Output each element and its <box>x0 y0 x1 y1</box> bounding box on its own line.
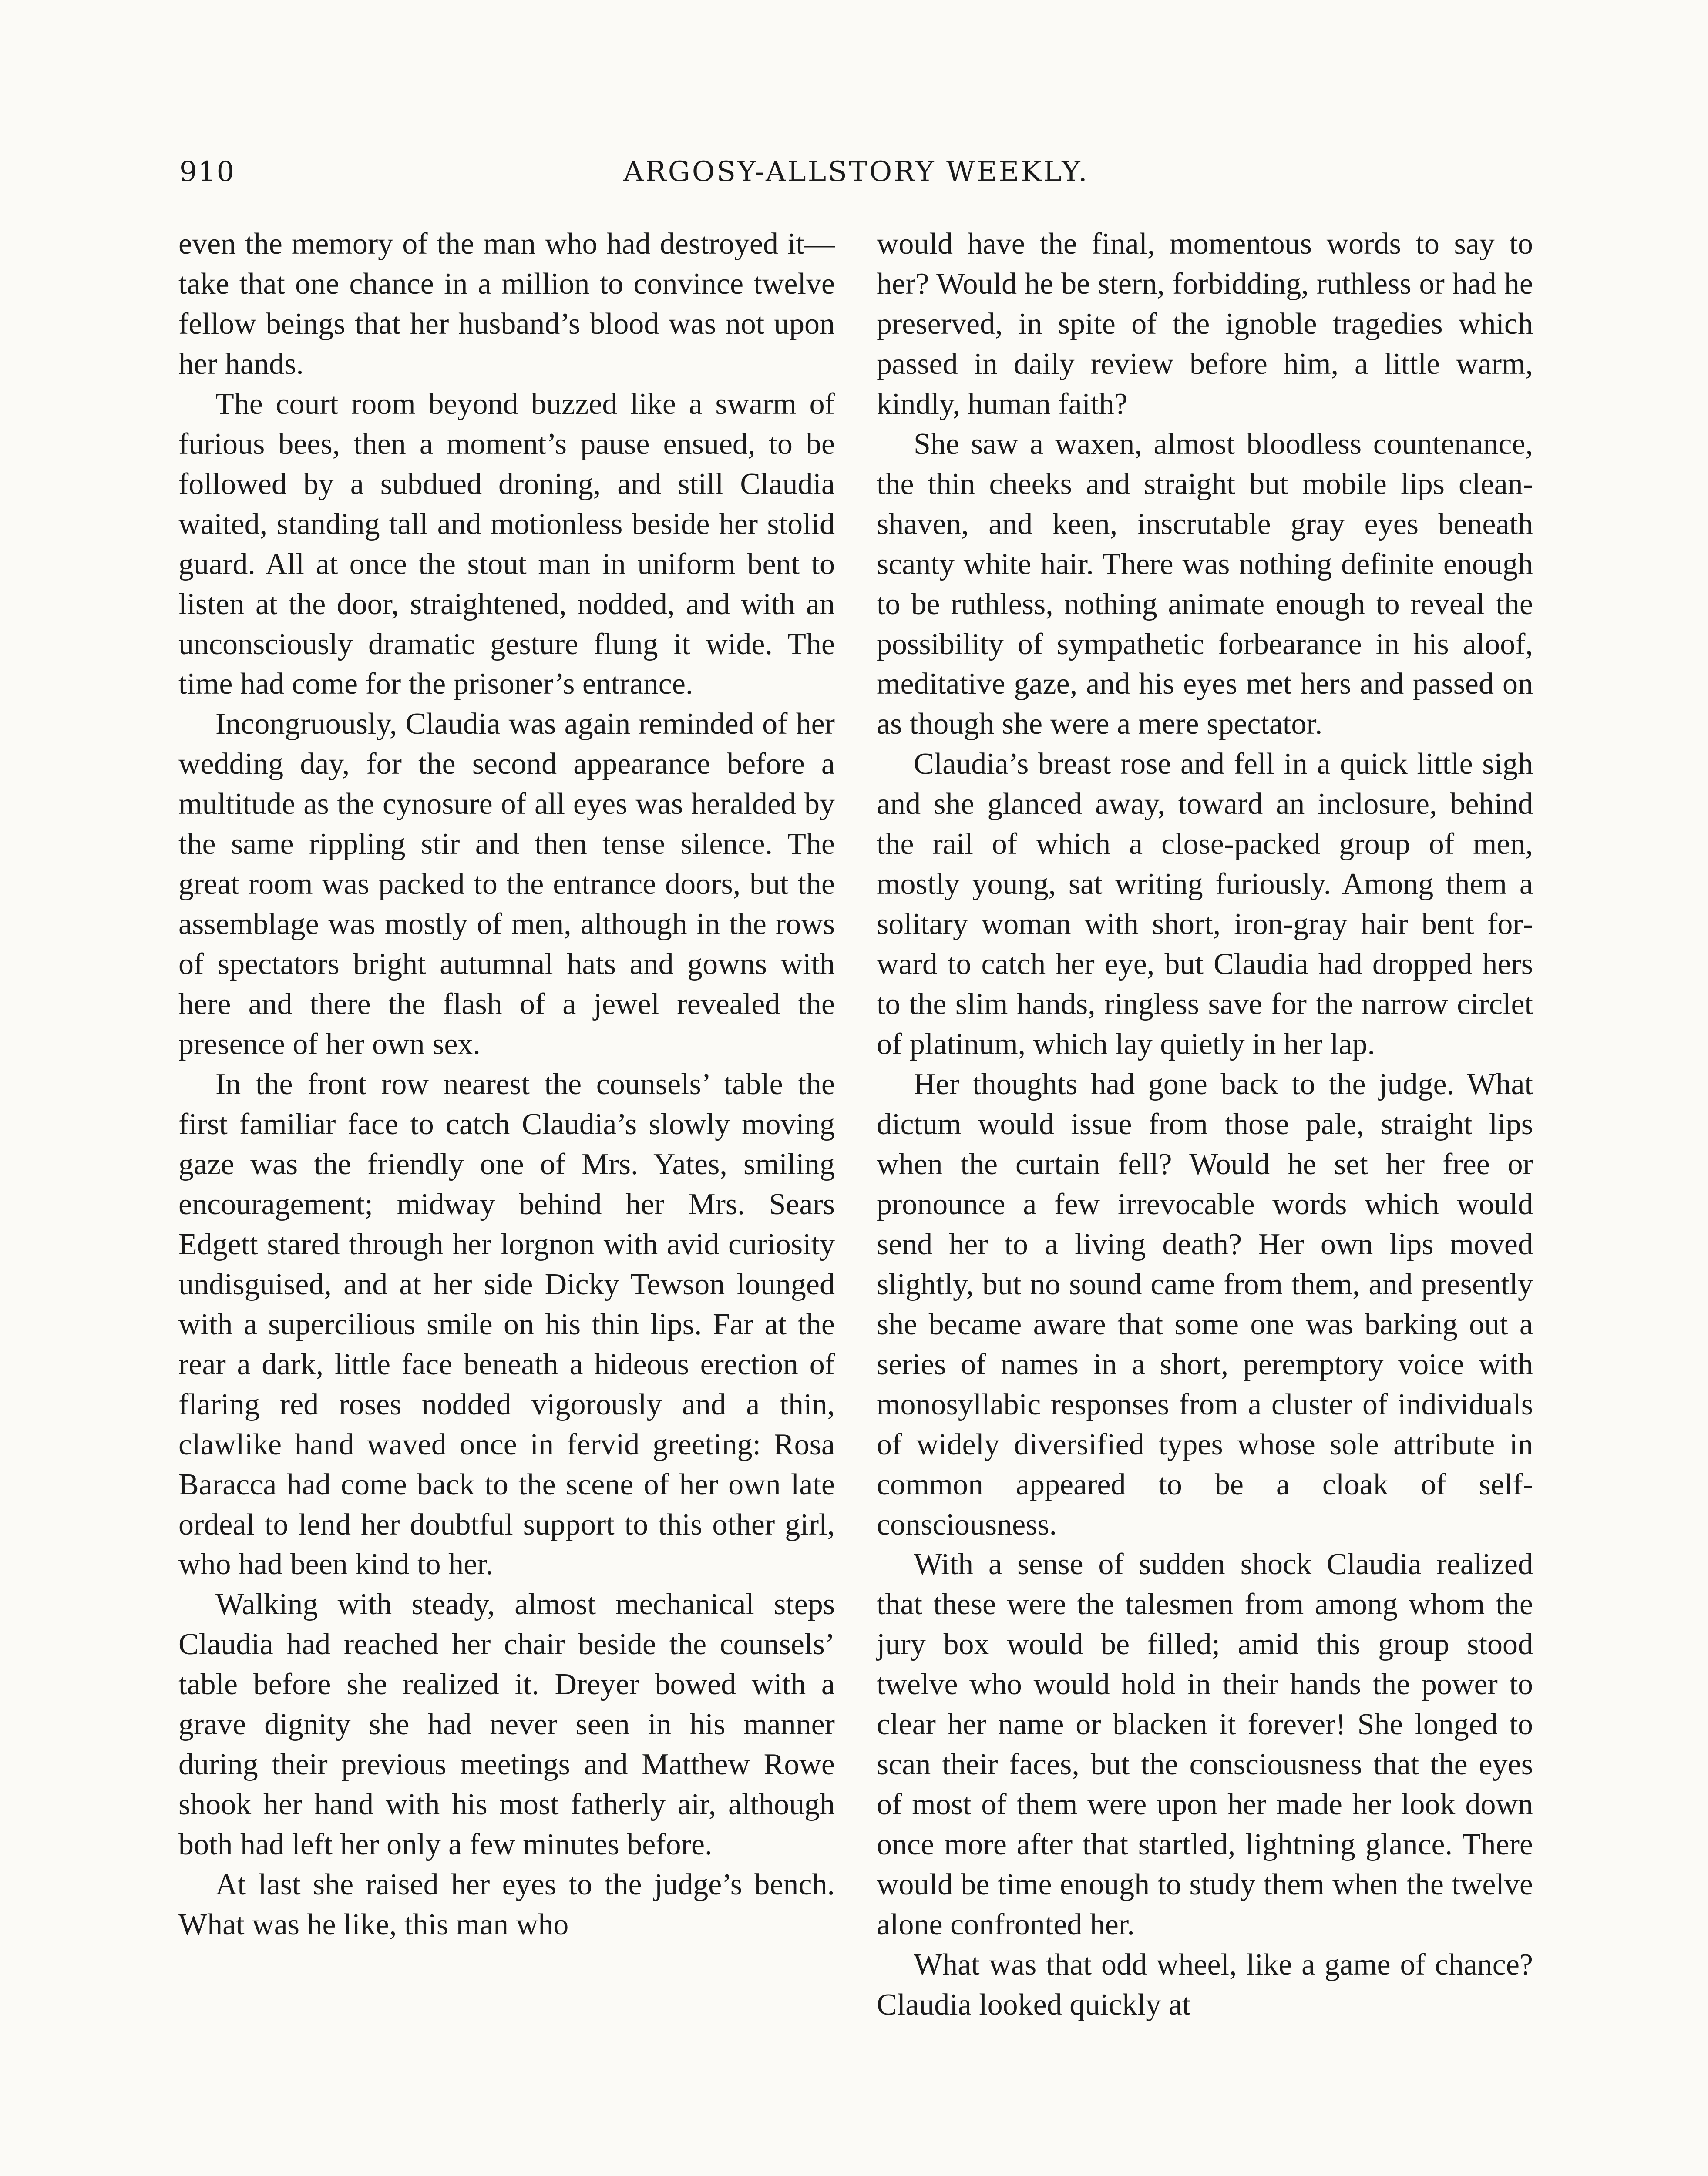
paragraph: In the front row nearest the counsels’ table the first familiar face to catch Claudia’s slowly moving gaze was the friendly one of Mrs. Yates, smiling encouragement; midway behind her Mrs. Sears Edgett stared through her lorgnon with avid curiosity undisguised, and at her side Dicky Tewson lounged with a supercilious smile on his thin lips. Far at the rear a dark, little face beneath a hideous erection of flaring red roses nodded vigorously and a thin, clawlike hand waved once in fervid greeting: Rosa Baracca had come back to the scene of her own late ordeal to lend her doubtful support to this other girl, who had been kind to her. <box>178 1068 835 1582</box>
paragraph: With a sense of sudden shock Claudia realized that these were the talesmen from among whom the jury box would be filled; amid this group stood twelve who would hold in their hands the power to clear her name or blacken it forever! She longed to scan their faces, but the consciousness that the eyes of most of them were upon her made her look down once more after that startled, lightning glance. There would be time enough to study them when the twelve alone confronted her. <box>877 1548 1533 1942</box>
paragraph: At last she raised her eyes to the judge’s bench. What was he like, this man who <box>178 1868 835 1942</box>
page-header <box>179 144 1533 200</box>
paragraph: What was that odd wheel, like a game of chance? Claudia looked quickly at <box>877 1948 1533 2022</box>
paragraph: Walking with steady, almost mechanical steps Claudia had reached her chair beside the counsels’ table before she realized it. Dreyer bowed with a grave dignity she had never seen in his manner during their previous meetings and Matthew Rowe shook her hand with his most fatherly air, although both had left her only a few minutes before. <box>178 1588 835 1862</box>
paragraph: even the memory of the man who had destroyed it—take that one chance in a million to convince twelve fellow beings that her husband’s blood was not upon her hands. <box>178 227 835 381</box>
running-title: ARGOSY-ALLSTORY WEEKLY. <box>623 156 1089 188</box>
paragraph: She saw a waxen, almost bloodless countenance, the thin cheeks and straight but mobile lips clean-shaven, and keen, inscrutable gray eyes beneath scanty white hair. There was nothing definite enough to be ruthless, nothing animate enough to reveal the possibility of sympathetic forbearance in his aloof, meditative gaze, and his eyes met hers and passed on as though she were a mere spectator. <box>877 427 1533 741</box>
paragraph: Claudia’s breast rose and fell in a quick little sigh and she glanced away, toward an inclosure, behind the rail of which a close-packed group of men, mostly young, sat writing furiously. Among them a solitary woman with short, iron-gray hair bent forward to catch her eye, but Claudia had dropped hers to the slim hands, ringless save for the narrow circlet of platinum, which lay quietly in her lap. <box>877 747 1533 1061</box>
paragraph: Her thoughts had gone back to the judge. What dictum would issue from those pale, straight lips when the curtain fell? Would he set her free or pronounce a few irrevocable words which would send her to a living death? Her own lips moved slightly, but no sound came from them, and presently she became aware that some one was barking out a series of names in a short, peremptory voice with monosyllabic responses from a cluster of individuals of widely diversified types whose sole attribute in common appeared to be a cloak of self-consciousness. <box>877 1068 1533 1541</box>
text-column-right <box>877 224 1533 2025</box>
text-column-left <box>178 224 835 1945</box>
page-number: 910 <box>179 156 235 188</box>
paragraph: Incongruously, Claudia was again reminded of her wedding day, for the second appearance before a multitude as the cynosure of all eyes was heralded by the same rippling stir and then tense silence. The great room was packed to the entrance doors, but the assemblage was mostly of men, although in the rows of spectators bright autumnal hats and gowns with here and there the flash of a jewel revealed the presence of her own sex. <box>178 707 835 1061</box>
paragraph: would have the final, momentous words to say to her? Would he be stern, forbidding, ruthless or had he preserved, in spite of the ignoble tragedies which passed in daily review before him, a little warm, kindly, human faith? <box>877 227 1533 421</box>
paragraph: The court room beyond buzzed like a swarm of furious bees, then a moment’s pause ensued, to be followed by a subdued droning, and still Claudia waited, standing tall and motionless beside her stolid guard. All at once the stout man in uniform bent to listen at the door, straightened, nodded, and with an unconsciously dramatic gesture flung it wide. The time had come for the prisoner’s entrance. <box>178 387 835 701</box>
